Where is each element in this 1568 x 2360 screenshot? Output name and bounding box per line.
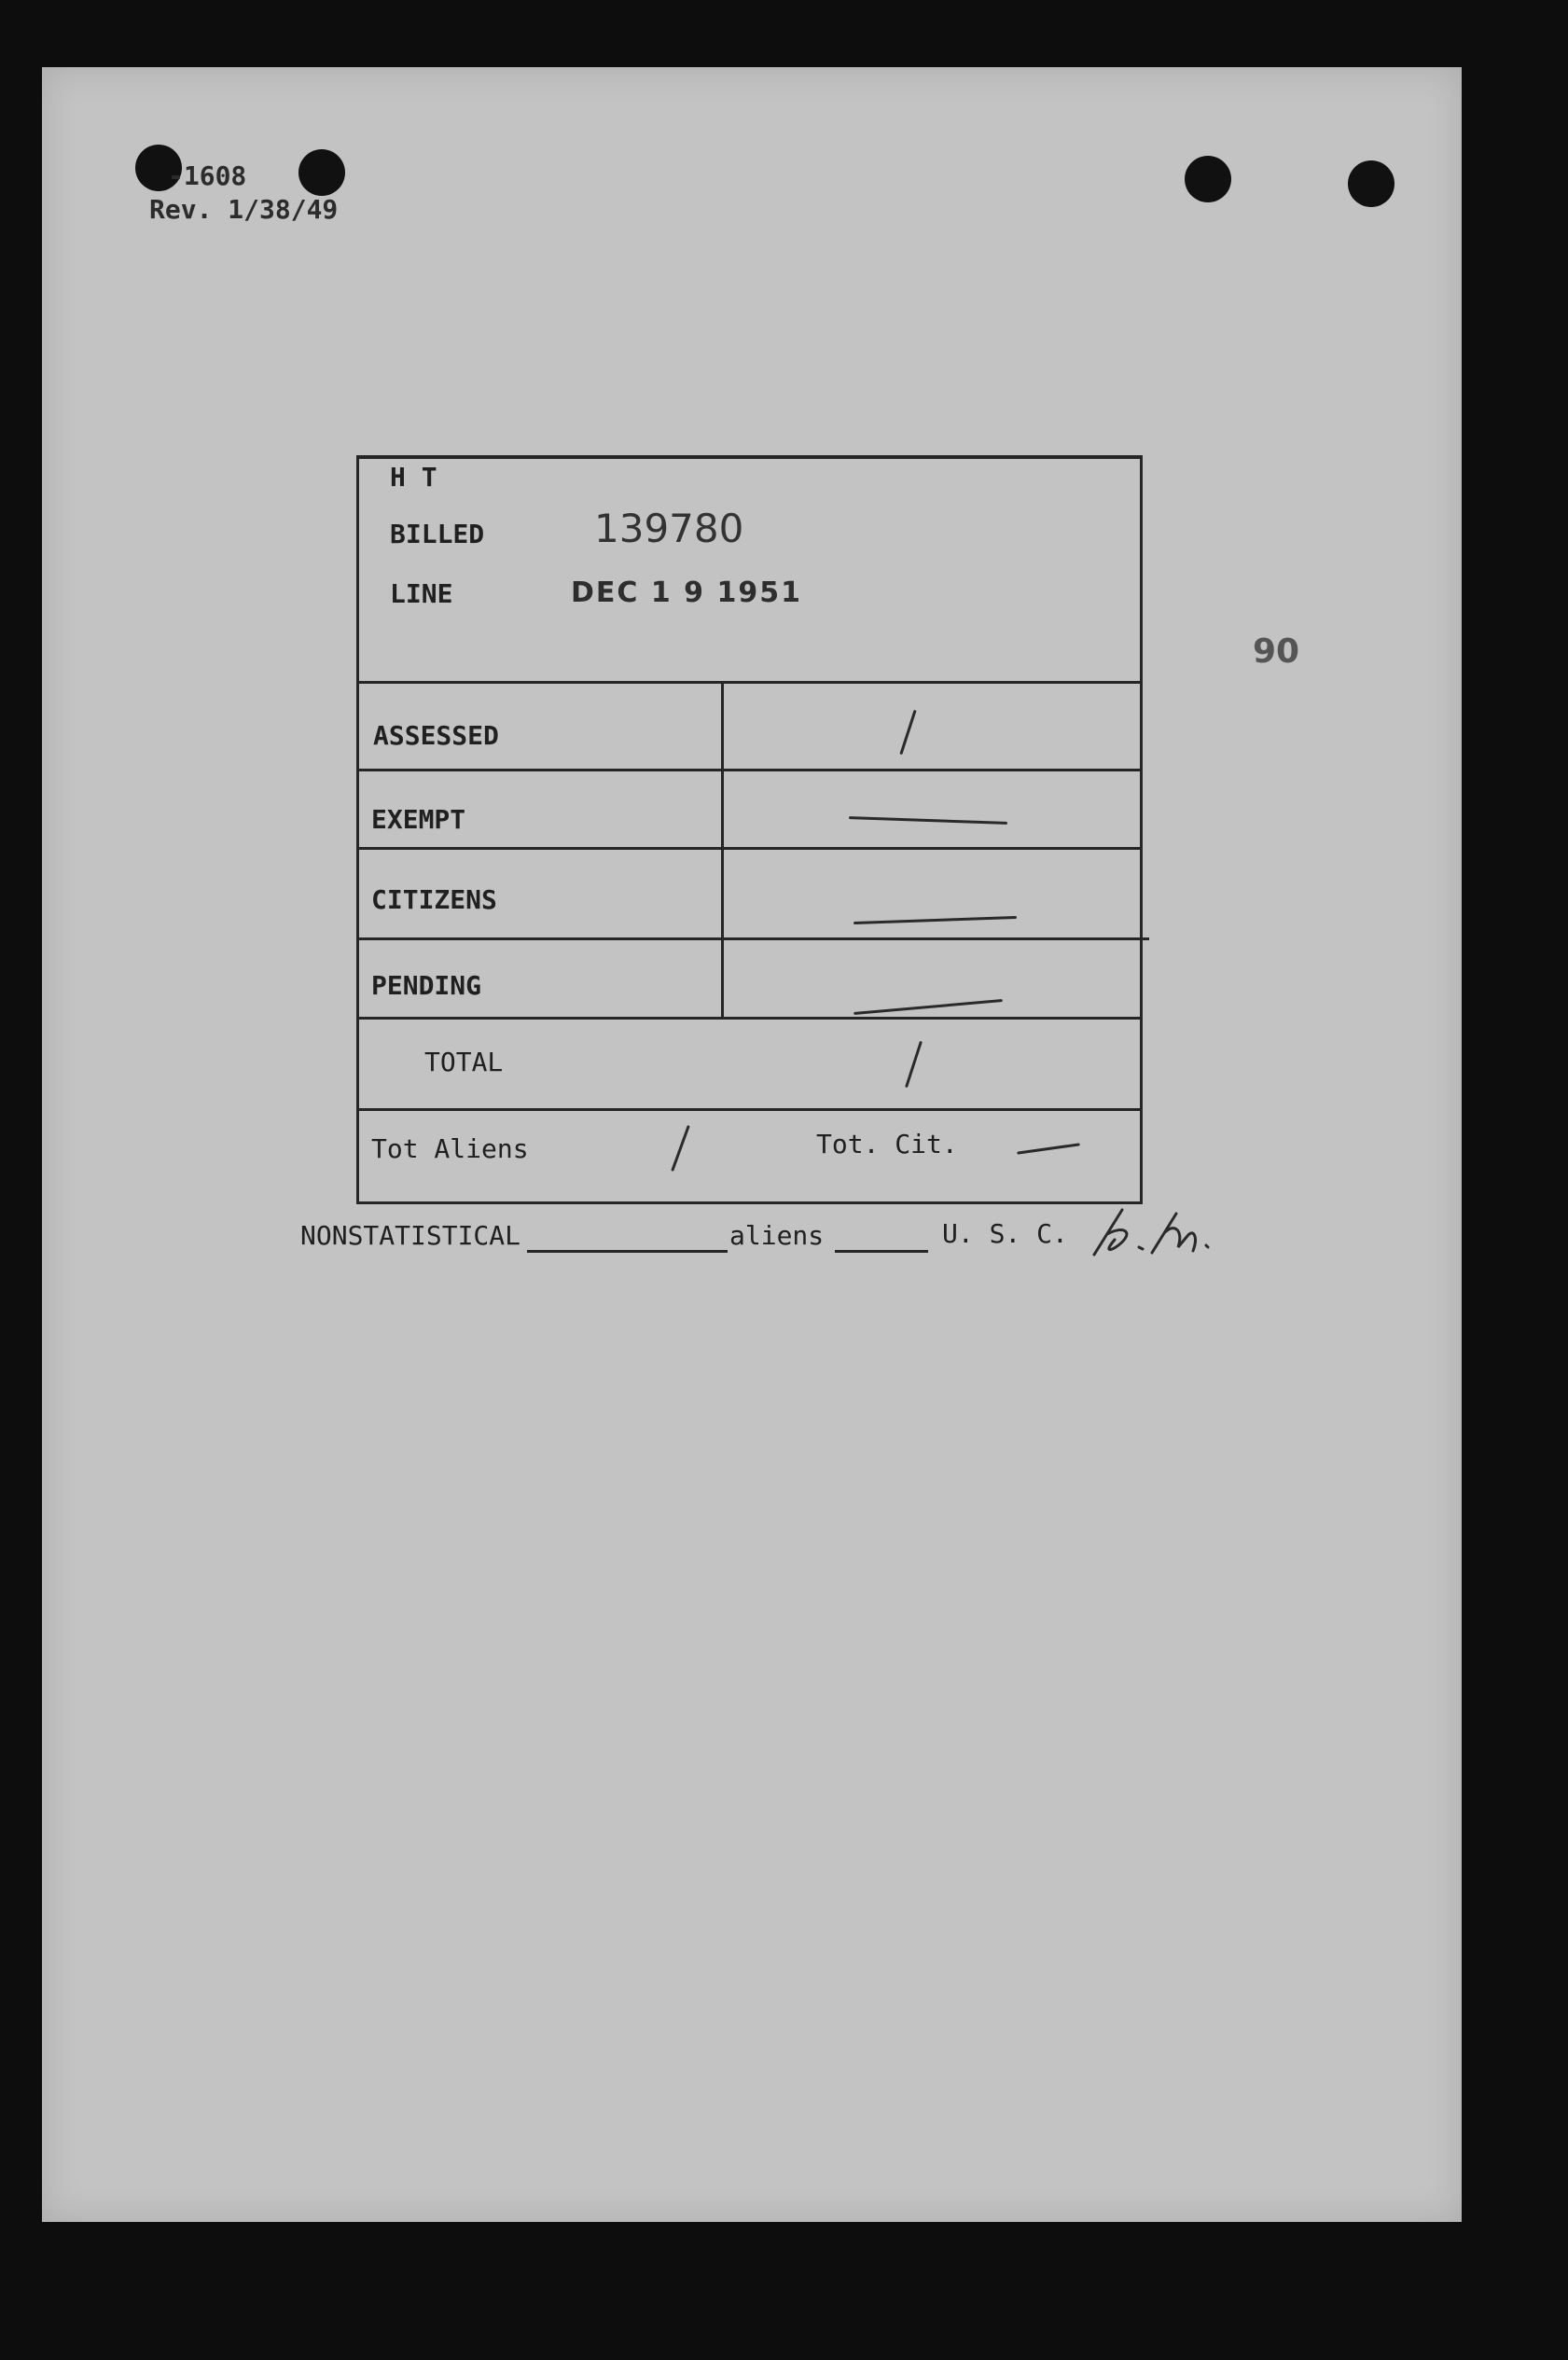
line-label: LINE (390, 578, 453, 609)
punch-hole (298, 149, 345, 196)
billed-number: 139780 (594, 506, 744, 551)
assessed-label: ASSESSED (373, 720, 499, 751)
divider (356, 455, 1140, 459)
column-divider (721, 681, 724, 1017)
box-right (1140, 455, 1143, 1204)
nonstatistical-label: NONSTATISTICAL (300, 1220, 521, 1251)
divider (356, 681, 1143, 684)
punch-hole (1185, 156, 1231, 202)
exempt-label: EXEMPT (371, 804, 466, 835)
total-label: TOTAL (424, 1047, 504, 1077)
form-revision: Rev. 1/38/49 (149, 194, 339, 225)
side-number: 90 (1253, 632, 1300, 671)
punch-hole (1348, 160, 1395, 207)
divider (356, 847, 1143, 850)
divider (356, 937, 1149, 940)
usc-label: U. S. C. (942, 1218, 1068, 1249)
nonstatistical-blank (527, 1250, 728, 1253)
divider (356, 1017, 1143, 1020)
divider (356, 1108, 1143, 1111)
form-number: -1608 (168, 160, 247, 191)
date-stamp: DEC 1 9 1951 (571, 576, 802, 609)
signature-initials (1087, 1199, 1227, 1264)
document-page (42, 67, 1462, 2222)
tot-aliens-label: Tot Aliens (371, 1133, 529, 1164)
tot-cit-label: Tot. Cit. (816, 1129, 958, 1159)
billed-label: BILLED (390, 519, 485, 549)
aliens-label: aliens (729, 1220, 825, 1251)
aliens-blank (835, 1250, 928, 1253)
ht-label: H T (390, 462, 437, 493)
box-left (356, 455, 359, 1204)
citizens-label: CITIZENS (371, 884, 497, 915)
pending-label: PENDING (371, 970, 482, 1001)
divider (356, 769, 1143, 771)
divider (356, 1201, 1143, 1204)
